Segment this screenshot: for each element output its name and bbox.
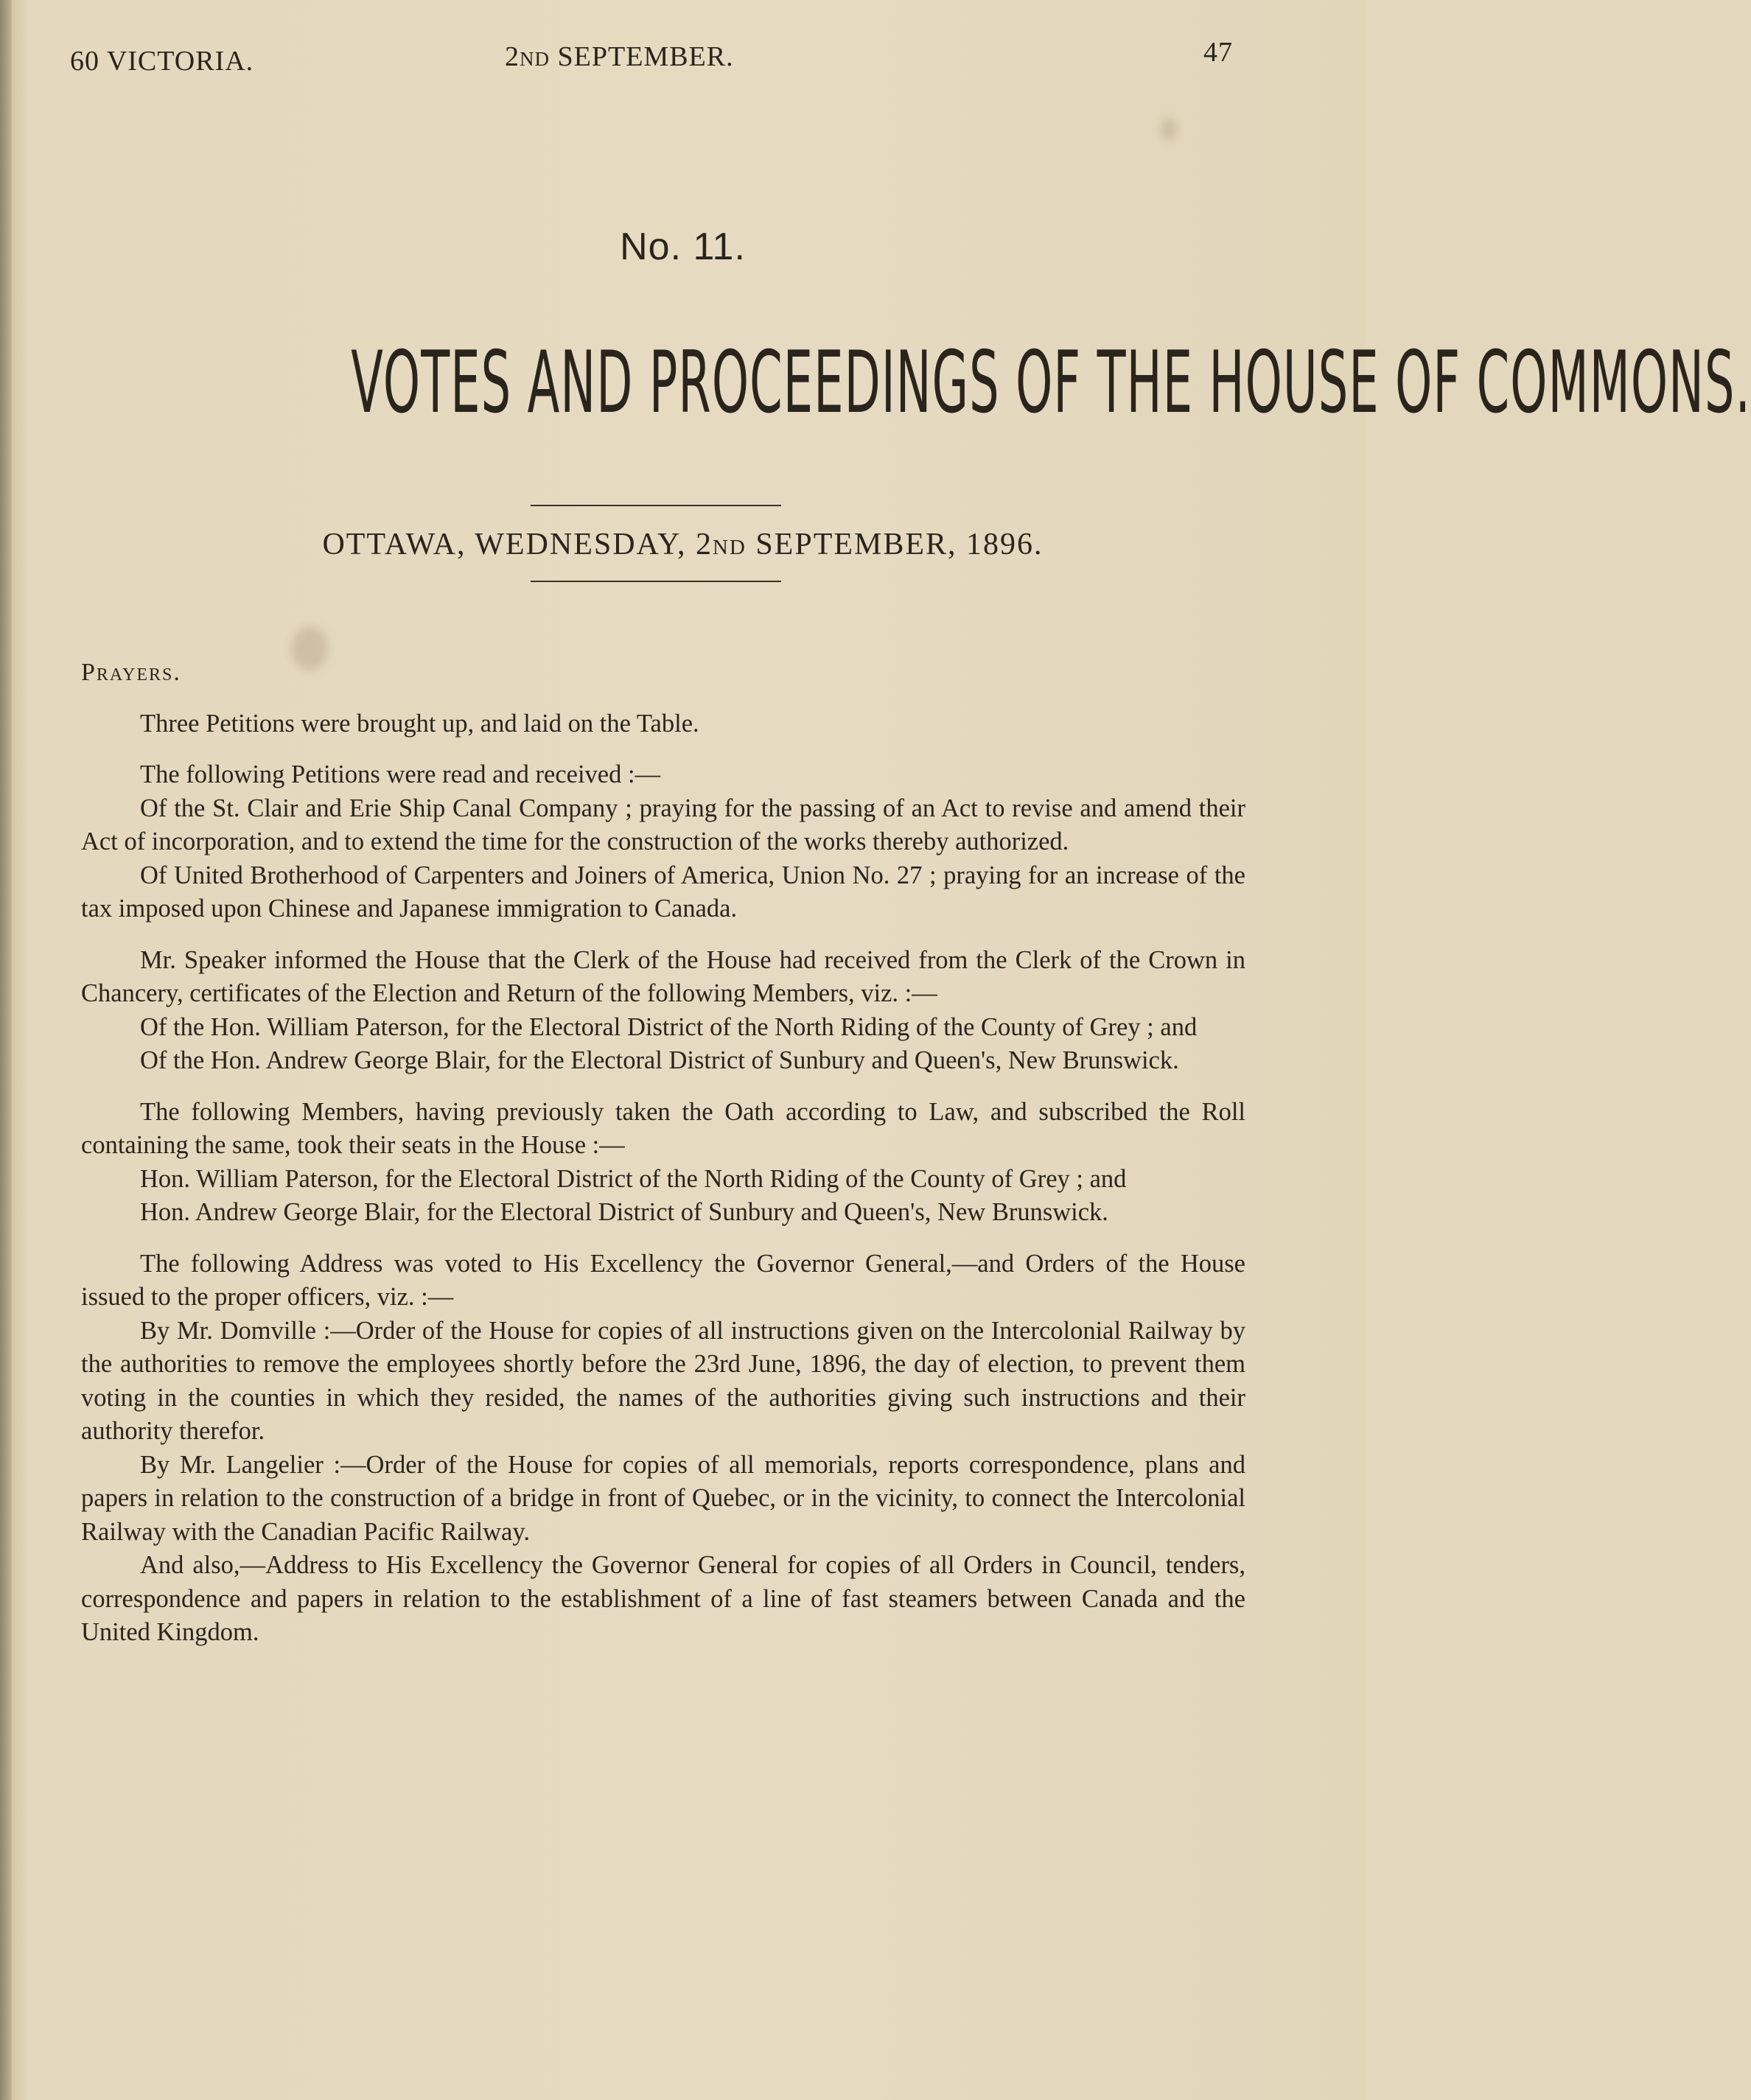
page-title: VOTES AND PROCEEDINGS OF THE HOUSE OF COMMONS. (351, 333, 1751, 433)
header-session: 60 VICTORIA. (70, 46, 254, 77)
prayers-heading: Prayers. (81, 659, 181, 686)
paragraph: Three Petitions were brought up, and laid on the Table. (140, 709, 699, 738)
paragraph: Of the Hon. Andrew George Blair, for the Electoral District of Sunbury and Queen's, New Brunswick. (140, 1046, 1179, 1074)
paragraph: Mr. Speaker informed the House that the Clerk of the House had received from the Clerk of the Crown in Chancery, certificates of the Election and Return of the following Members, viz. :— (81, 945, 1245, 1007)
paragraph: Hon. William Paterson, for the Electoral District of the North Riding of the County of Grey ; and (140, 1164, 1127, 1193)
proceedings-body (81, 656, 1245, 1650)
paragraph: Of the Hon. William Paterson, for the Electoral District of the North Riding of the County of Grey ; and (140, 1012, 1198, 1041)
paragraph: The following Petitions were read and received :— (140, 760, 661, 788)
divider-rule-bottom (531, 581, 781, 582)
issue-number: No. 11. (620, 225, 746, 268)
paragraph: Of United Brotherhood of Carpenters and Joiners of America, Union No. 27 ; praying for an increase of the tax imposed upon Chinese and Japanese immigration to Canada. (81, 861, 1245, 923)
dateline: OTTAWA, WEDNESDAY, 2nd SEPTEMBER, 1896. (322, 528, 1044, 561)
paragraph: By Mr. Domville :—Order of the House for copies of all instructions given on the Intercolonial Railway by the authorities to remove the employees shortly before the 23rd June, 1896, the day of election, to prevent them voting in the counties in which they resided, the names of the authorities giving such instructions and their authority therefor. (81, 1316, 1245, 1445)
page-binding-edge (0, 0, 12, 2100)
paragraph: The following Address was voted to His Excellency the Governor General,—and Orders of the House issued to the proper officers, viz. :— (81, 1249, 1245, 1311)
paragraph: The following Members, having previously taken the Oath according to Law, and subscribed the Roll containing the same, took their seats in the House :— (81, 1097, 1245, 1159)
divider-rule-top (531, 505, 781, 506)
paragraph: And also,—Address to His Excellency the Governor General for copies of all Orders in Council, tenders, correspondence and papers in relation to the establishment of a line of fast steamers between Canada and the United Kingdom. (81, 1551, 1245, 1646)
paper-stain (1161, 118, 1177, 140)
paragraph: Hon. Andrew George Blair, for the Electoral District of Sunbury and Queen's, New Brunswick. (140, 1198, 1108, 1226)
running-header (70, 37, 1233, 85)
paragraph: By Mr. Langelier :—Order of the House for copies of all memorials, reports correspondence, plans and papers in relation to the construction of a bridge in front of Quebec, or in the vicinity, to connect the Intercolonial Railway with the Canadian Pacific Railway. (81, 1450, 1245, 1546)
page-number: 47 (1203, 37, 1233, 68)
paragraph: Of the St. Clair and Erie Ship Canal Company ; praying for the passing of an Act to revise and amend their Act of incorporation, and to extend the time for the construction of the works thereby authorized. (81, 794, 1245, 855)
header-date: 2nd SEPTEMBER. (505, 41, 734, 72)
